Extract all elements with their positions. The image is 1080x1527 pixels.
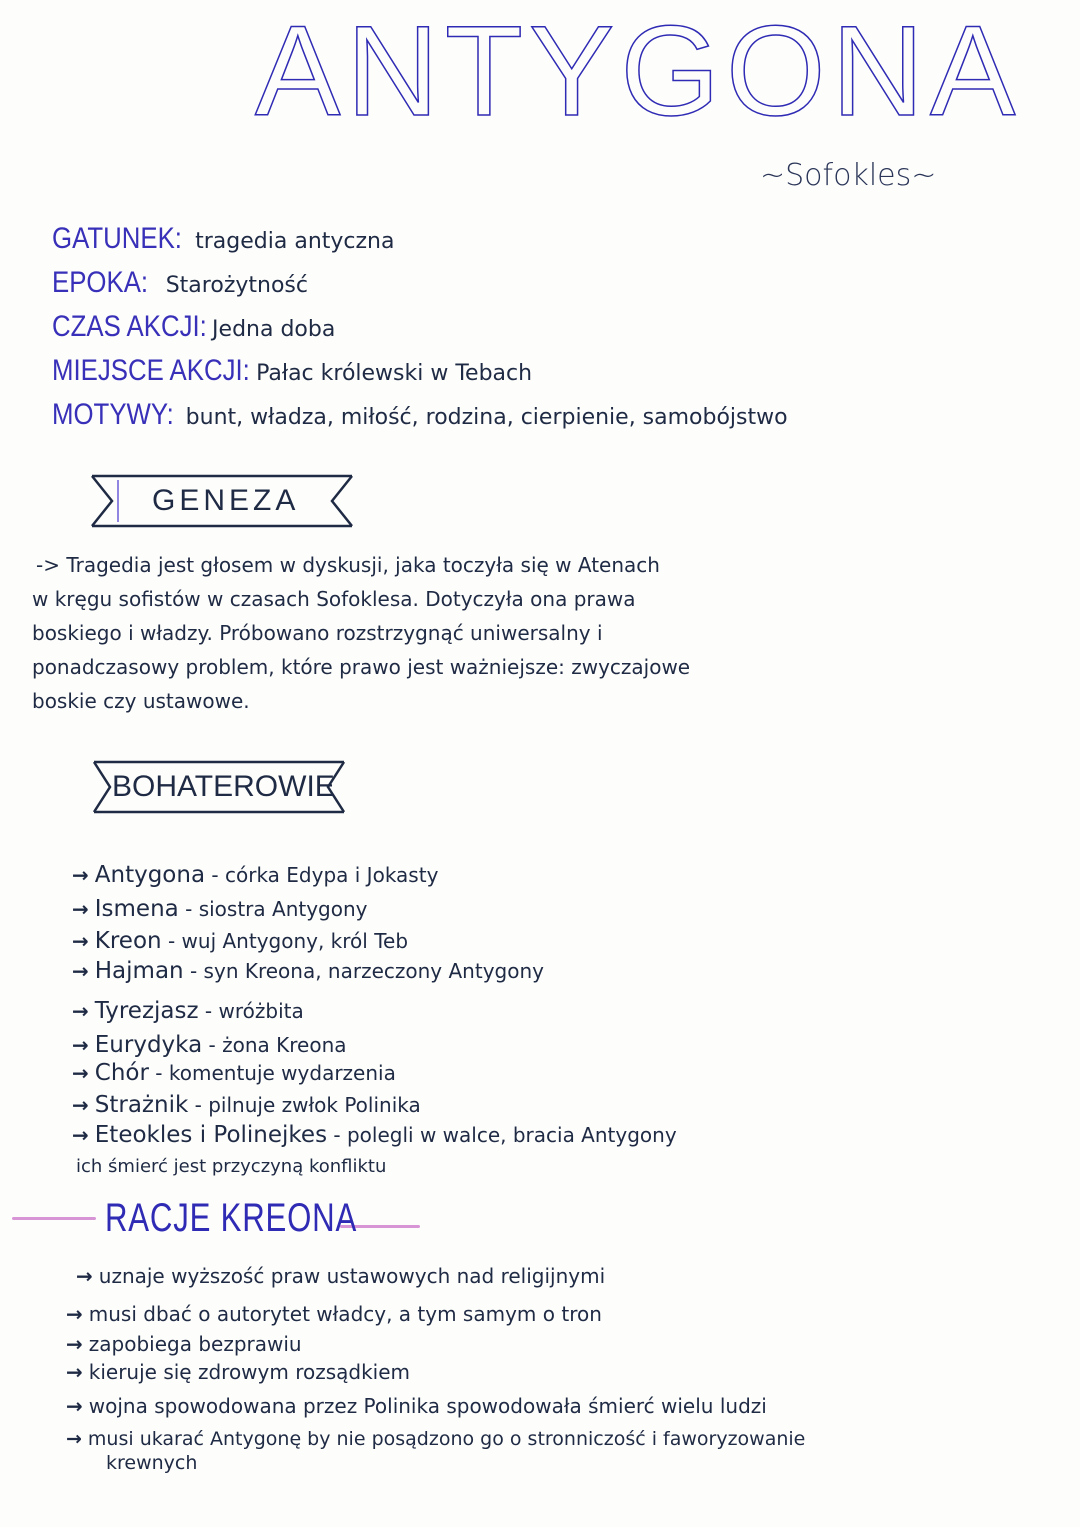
list-item [66, 1332, 302, 1356]
arrow-icon: → [66, 1332, 83, 1356]
character-name: Strażnik [94, 1092, 189, 1118]
character-name: Eurydyka [94, 1032, 203, 1058]
character-desc: - żona Kreona [202, 1033, 347, 1057]
info-value: Jedna doba [212, 317, 336, 342]
arrow-icon: → [72, 1093, 89, 1117]
list-item [72, 1122, 677, 1148]
page-title: ANTYGONA [255, 0, 1022, 143]
section-heading: BOHATEROWIE [112, 770, 335, 803]
character-desc: - wuj Antygony, król Teb [161, 929, 409, 953]
character-desc: - wróżbita [198, 999, 304, 1023]
info-value: tragedia antyczna [195, 229, 395, 254]
paragraph-line: -> Tragedia jest głosem w dyskusji, jaka toczyła się w Atenach [36, 553, 660, 577]
paragraph-line: boskiego i władzy. Próbowano rozstrzygnąć uniwersalny i [32, 621, 603, 645]
info-key: EPOKA: [52, 266, 149, 299]
bohaterowie-banner [80, 760, 360, 816]
character-name: Tyrezjasz [94, 998, 199, 1024]
list-item [72, 896, 368, 922]
reason-text: kieruje się zdrowym rozsądkiem [88, 1360, 411, 1384]
section-heading: GENEZA [152, 484, 300, 517]
character-name: Eteokles i Polinejkes [94, 1122, 328, 1148]
info-key: MIEJSCE AKCJI: [52, 354, 250, 387]
info-row-time [52, 310, 788, 354]
paragraph-line: boskie czy ustawowe. [32, 689, 250, 713]
arrow-icon: → [72, 897, 89, 921]
arrow-icon: → [72, 929, 89, 953]
character-name: Hajman [94, 958, 184, 984]
character-name: Ismena [94, 896, 179, 922]
author: ~Sofokles~ [760, 158, 937, 193]
info-key: CZAS AKCJI: [52, 310, 207, 343]
arrow-icon: → [72, 1061, 89, 1085]
info-block [52, 222, 788, 442]
geneza-banner [78, 474, 368, 530]
info-value: bunt, władza, miłość, rodzina, cierpienie, samobójstwo [185, 405, 788, 430]
reason-text: musi ukarać Antygonę by nie posądzono go o stronniczość i faworyzowanie [87, 1428, 806, 1450]
character-name: Chór [94, 1060, 149, 1086]
arrow-icon: → [72, 1033, 89, 1057]
character-desc: - polegli w walce, bracia Antygony [327, 1123, 677, 1147]
list-item-continuation: krewnych [106, 1452, 198, 1474]
character-desc: - córka Edypa i Jokasty [205, 863, 439, 887]
list-item [66, 1394, 767, 1418]
section-heading: RACJE KREONA [105, 1196, 358, 1240]
arrow-icon: → [72, 959, 89, 983]
arrow-icon: → [72, 999, 89, 1023]
paragraph-line: ponadczasowy problem, które prawo jest ważniejsze: zwyczajowe [32, 655, 691, 679]
arrow-icon: → [66, 1394, 83, 1418]
arrow-icon: → [66, 1302, 83, 1326]
list-item [72, 958, 544, 984]
list-item [72, 1032, 347, 1058]
list-item [76, 1264, 605, 1288]
info-value: Pałac królewski w Tebach [256, 361, 533, 386]
paragraph-line: w kręgu sofistów w czasach Sofoklesa. Dotyczyła ona prawa [32, 587, 636, 611]
info-row-place [52, 354, 788, 398]
info-value: Starożytność [165, 273, 308, 298]
info-row-motifs [52, 398, 788, 442]
info-row-genre [52, 222, 788, 266]
character-desc: - pilnuje zwłok Polinika [188, 1093, 421, 1117]
list-item [72, 928, 408, 954]
list-note: ich śmierć jest przyczyną konfliktu [76, 1156, 387, 1177]
reason-text: uznaje wyższość praw ustawowych nad religijnymi [98, 1264, 606, 1288]
reason-text: wojna spowodowana przez Polinika spowodowała śmierć wielu ludzi [88, 1394, 767, 1418]
arrow-icon: → [66, 1360, 83, 1384]
info-key: GATUNEK: [52, 222, 182, 255]
arrow-icon: → [72, 863, 89, 887]
list-item [66, 1360, 410, 1384]
list-item [72, 1060, 396, 1086]
arrow-icon: → [72, 1123, 89, 1147]
character-desc: - komentuje wydarzenia [148, 1061, 396, 1085]
character-desc: - syn Kreona, narzeczony Antygony [183, 959, 544, 983]
info-row-epoch [52, 266, 788, 310]
info-key: MOTYWY: [52, 398, 174, 431]
reason-text: zapobiega bezprawiu [88, 1332, 302, 1356]
arrow-icon: → [66, 1428, 82, 1450]
reason-text: musi dbać o autorytet władcy, a tym samym o tron [88, 1302, 602, 1326]
list-item [66, 1302, 602, 1326]
character-name: Kreon [94, 928, 162, 954]
highlight-line [12, 1217, 96, 1220]
character-name: Antygona [94, 862, 206, 888]
list-item [72, 1092, 421, 1118]
list-item [66, 1428, 805, 1450]
list-item [72, 862, 438, 888]
list-item [72, 998, 304, 1024]
geneza-paragraph [32, 548, 762, 718]
arrow-icon: → [76, 1264, 93, 1288]
character-desc: - siostra Antygony [178, 897, 368, 921]
